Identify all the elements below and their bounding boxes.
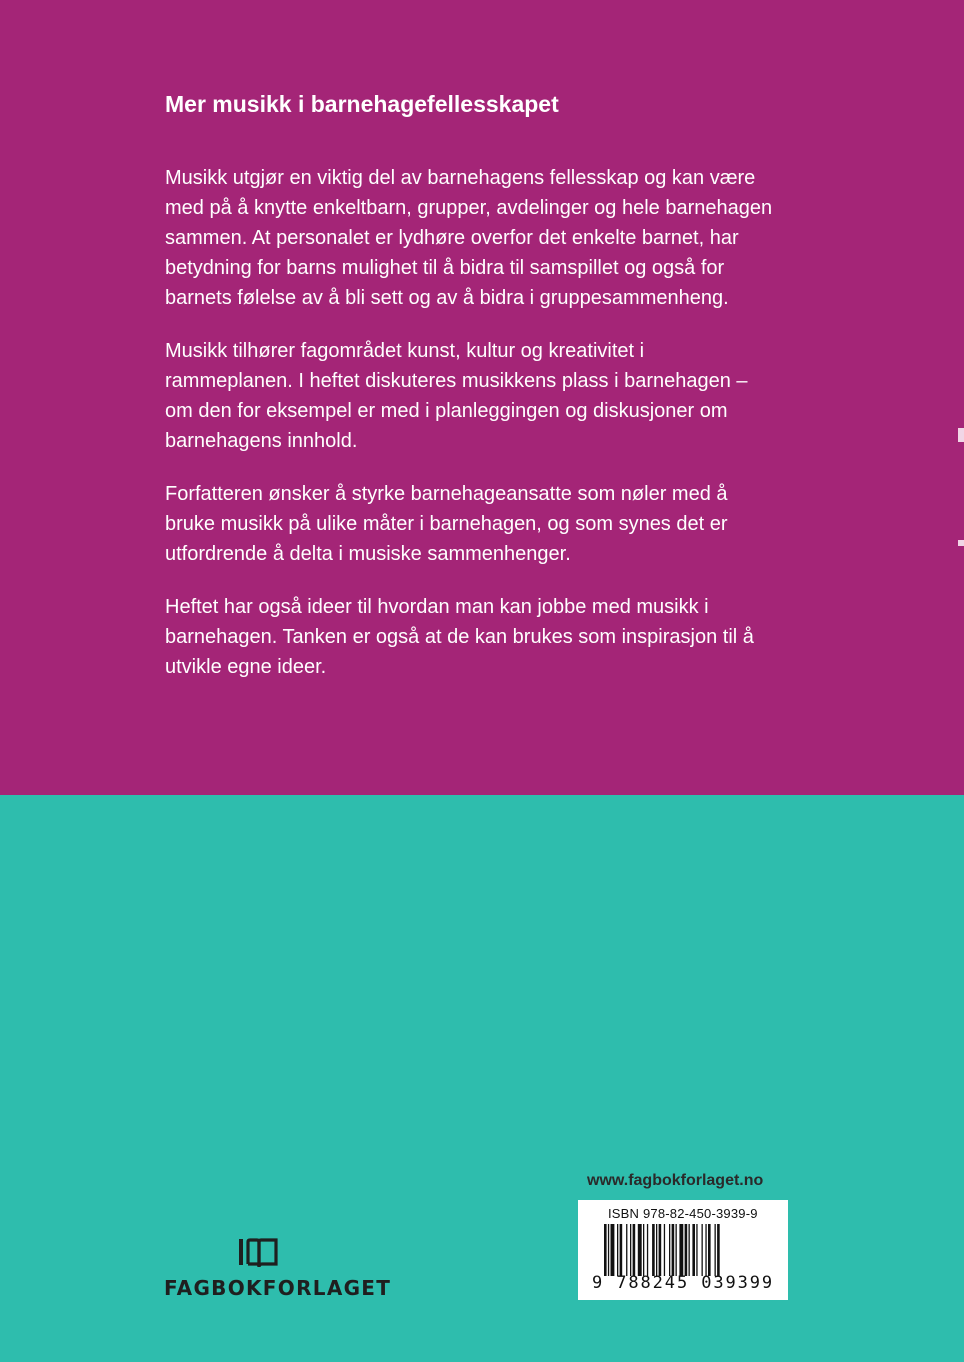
book-logo-icon: [238, 1237, 280, 1269]
blurb-paragraph-3: Forfatteren ønsker å styrke barnehageansatte som nøler med å bruke musikk på ulike måter i barnehagen, og som synes det er utfordrende å delta i musiske sammenhenger.: [165, 483, 728, 565]
barcode-digits: 9 788245 039399: [592, 1273, 775, 1293]
blurb-paragraph-1: Musikk utgjør en viktig del av barnehagens fellesskap og kan være med på å knytte enkeltbarn, grupper, avdelinger og hele barnehagen sammen. At personalet er lydhøre overfor det enkelte barnet, har betydning for barns mulighet til å bidra til samspillet og også for barnets følelse av å bli sett og av å bidra i gruppesammenheng.: [165, 167, 773, 309]
publisher-website: www.fagbokforlaget.no: [587, 1172, 764, 1189]
blurb-paragraph-2: Musikk tilhører fagområdet kunst, kultur og kreativitet i rammeplanen. I heftet diskuteres musikkens plass i barnehagen – om den for eksempel er med i planleggingen og diskusjoner om barnehagens innhold.: [165, 340, 748, 452]
spine-edge-mark: [958, 540, 964, 546]
publisher-logo-text: FAGBOKFORLAGET: [164, 1276, 392, 1300]
barcode-bars: [604, 1224, 764, 1276]
isbn-label: ISBN 978-82-450-3939-9: [608, 1206, 758, 1221]
barcode: [578, 1200, 788, 1300]
spine-edge-mark: [958, 428, 964, 442]
blurb: [165, 163, 775, 705]
book-title: Mer musikk i barnehagefellesskapet: [165, 91, 559, 117]
blurb-paragraph-4: Heftet har også ideer til hvordan man kan jobbe med musikk i barnehagen. Tanken er også at de kan brukes som inspirasjon til å utvikle egne ideer.: [165, 596, 754, 678]
cover-bottom-panel: [0, 795, 964, 1362]
